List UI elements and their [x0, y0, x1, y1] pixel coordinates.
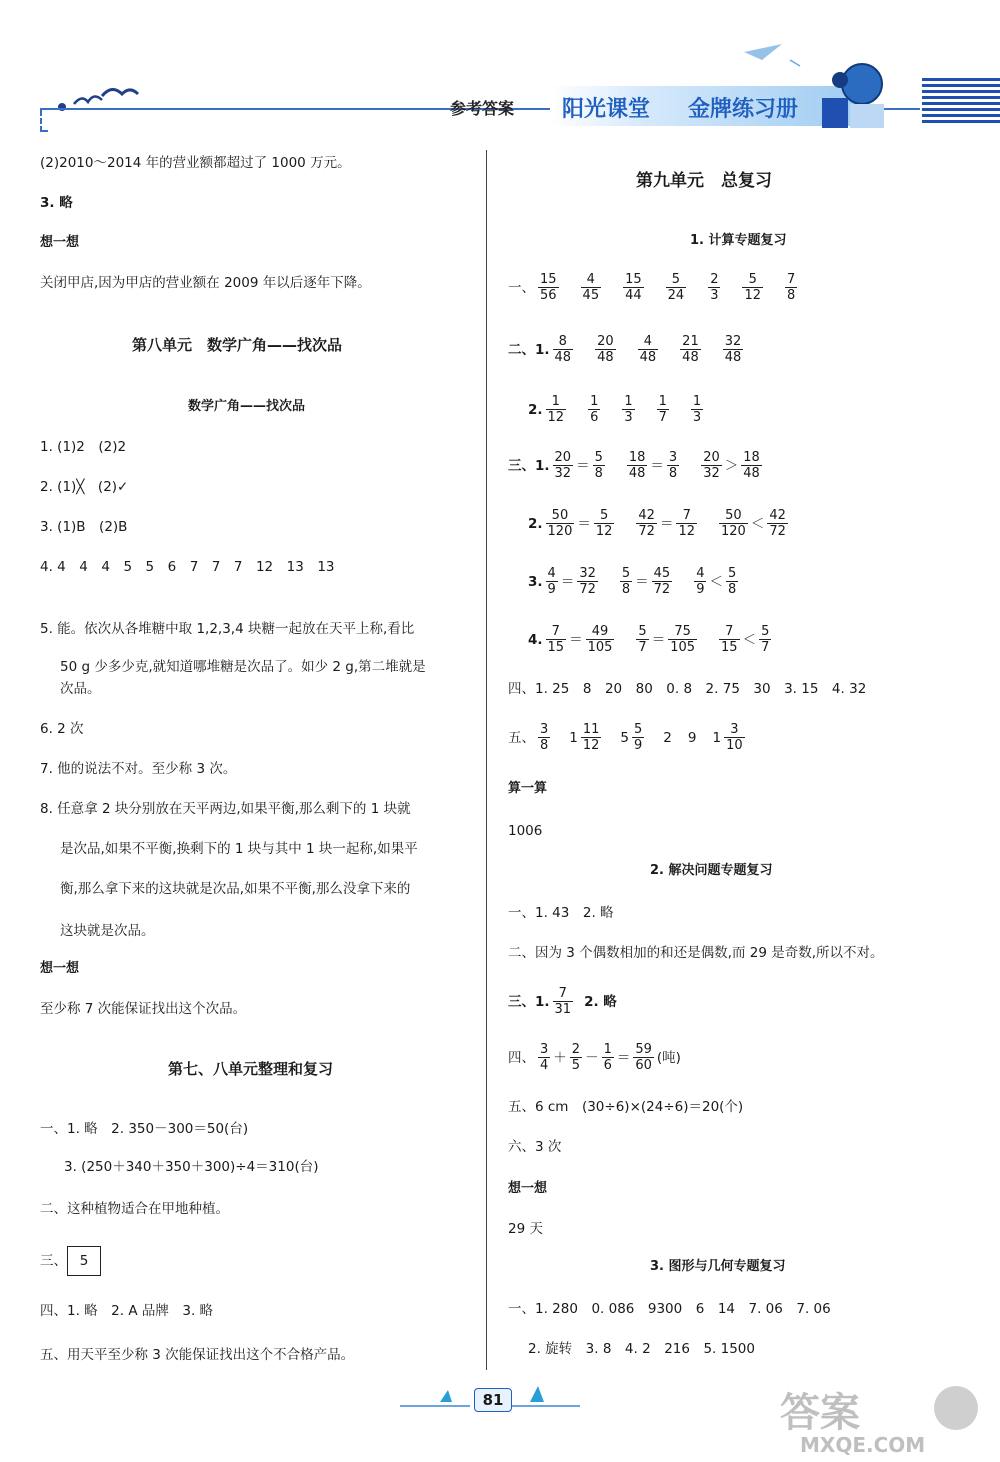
answer-line: 五、6 cm (30÷6)×(24÷6)＝20(个) [508, 1099, 744, 1115]
denominator: 10 [726, 738, 743, 753]
fraction [546, 508, 575, 539]
denominator: 45 [582, 288, 600, 303]
numerator: 3 [540, 1042, 549, 1057]
denominator: 15 [547, 640, 565, 655]
answer-line: 二、因为 3 个偶数相加的和还是偶数,而 29 是奇数,所以不对。 [508, 945, 884, 961]
unit-label: (吨) [656, 1049, 681, 1066]
answer-line: 次品。 [60, 681, 101, 697]
numerator: 1 [590, 394, 599, 409]
numerator: 50 [719, 508, 748, 524]
answer-line: 至少称 7 次能保证找出这个次品。 [40, 1001, 247, 1017]
denominator: 8 [594, 466, 603, 481]
svg-text:MXQE.COM: MXQE.COM [800, 1433, 926, 1457]
numerator: 20 [554, 450, 572, 465]
denominator: 8 [540, 738, 549, 753]
math-symbol: ＜ [750, 515, 765, 532]
numerator: 5 [761, 624, 770, 639]
whole-number: 9 [687, 729, 697, 746]
section-title: 2. 解决问题专题复习 [650, 863, 773, 878]
denominator: 12 [744, 288, 762, 303]
fraction [652, 566, 673, 597]
numerator: 4 [696, 566, 705, 581]
denominator: 105 [670, 640, 696, 655]
fraction [586, 624, 615, 655]
fraction-row-er1 [508, 334, 746, 365]
fraction [538, 272, 559, 303]
denominator: 8 [621, 582, 631, 597]
numerator: 7 [787, 272, 796, 287]
numerator: 50 [546, 508, 575, 524]
numerator: 32 [724, 334, 742, 349]
denominator: 48 [597, 350, 614, 365]
math-symbol: ＝ [635, 573, 649, 590]
numerator: 18 [628, 450, 646, 465]
answer-line: 关闭甲店,因为甲店的营业额在 2009 年以后逐年下降。 [40, 275, 371, 291]
denominator: 3 [624, 410, 633, 425]
fraction [602, 1042, 614, 1073]
denominator: 3 [692, 410, 702, 425]
denominator: 12 [595, 524, 613, 539]
denominator: 48 [639, 350, 657, 365]
numerator: 7 [553, 986, 574, 1002]
fraction [577, 566, 598, 597]
fraction [593, 450, 605, 481]
denominator: 48 [743, 466, 760, 481]
answer-prefix: 五、 [508, 729, 535, 746]
numerator: 5 [621, 566, 631, 581]
denominator: 48 [682, 350, 699, 365]
denominator: 120 [721, 524, 746, 539]
numerator: 11 [582, 722, 600, 737]
denominator: 6 [590, 410, 599, 425]
denominator: 8 [668, 466, 678, 481]
answer-line [40, 1246, 101, 1276]
numerator: 4 [547, 566, 556, 581]
fraction [546, 566, 558, 597]
math-symbol: ＝ [651, 631, 666, 648]
answer-line: 一、1. 280 0. 086 9300 6 14 7. 06 7. 06 [508, 1301, 831, 1317]
answer-line: 8. 任意拿 2 块分别放在天平两边,如果平衡,那么剩下的 1 块就 [40, 801, 411, 817]
fraction-row-s2-3 [508, 986, 617, 1017]
denominator: 56 [540, 288, 557, 303]
answer-line: 二、这种植物适合在甲地种植。 [40, 1201, 229, 1217]
math-symbol: ＞ [724, 457, 739, 474]
suan-heading: 算一算 [508, 781, 548, 796]
answer-prefix: 三、 [40, 1253, 67, 1269]
denominator: 24 [667, 288, 685, 303]
numerator: 2 [710, 272, 719, 287]
denominator: 12 [582, 738, 600, 753]
numerator: 1 [658, 394, 667, 409]
numerator: 42 [638, 508, 655, 523]
fraction [632, 722, 644, 753]
think-heading: 想一想 [508, 1181, 548, 1196]
math-symbol: ＜ [709, 573, 723, 590]
section-title: 3. 图形与几何专题复习 [650, 1259, 786, 1274]
answer-line: 2. 旋转 3. 8 4. 2 216 5. 1500 [528, 1341, 755, 1357]
page-header [0, 0, 1000, 140]
numerator: 32 [579, 566, 596, 581]
numerator: 5 [742, 272, 763, 288]
denominator: 8 [787, 288, 796, 303]
answer-line: 四、1. 25 8 20 80 0. 8 2. 75 30 3. 15 4. 32 [508, 681, 867, 697]
answer-suffix: 2. 略 [584, 993, 617, 1010]
fraction [581, 272, 602, 303]
fraction [691, 394, 703, 425]
answer-line: 是次品,如果不平衡,换剩下的 1 块与其中 1 块一起称,如果平 [60, 841, 418, 857]
denominator: 72 [653, 582, 671, 597]
denominator: 8 [727, 582, 737, 597]
fraction-row-wu [508, 722, 748, 753]
fraction [741, 450, 762, 481]
denominator: 120 [547, 524, 573, 539]
numerator: 5 [638, 624, 647, 639]
numerator: 15 [625, 272, 642, 287]
fraction [701, 450, 722, 481]
fraction-row-san2 [528, 508, 791, 539]
fraction [694, 566, 706, 597]
numerator: 5 [634, 722, 643, 737]
brand-title-part2: 金牌练习册 [688, 96, 799, 122]
fraction [553, 334, 574, 365]
numerator: 59 [635, 1042, 652, 1057]
denominator: 12 [678, 524, 695, 539]
answer-prefix: 4. [528, 631, 543, 648]
fraction [668, 624, 697, 655]
section-title: 1. 计算专题复习 [690, 233, 787, 248]
fraction [633, 1042, 654, 1073]
fraction [742, 272, 763, 303]
numerator: 5 [666, 272, 687, 288]
math-symbol: ＝ [577, 515, 591, 532]
fraction [723, 334, 744, 365]
numerator: 7 [546, 624, 567, 640]
answer-prefix: 二、1. [508, 341, 550, 358]
numerator: 45 [653, 566, 671, 581]
math-symbol: ＝ [659, 515, 674, 532]
numerator: 49 [586, 624, 615, 640]
fraction [667, 450, 679, 481]
fraction [553, 986, 574, 1017]
numerator: 7 [719, 624, 740, 640]
fraction [588, 394, 600, 425]
answer-line: 29 天 [508, 1221, 543, 1237]
fraction [759, 624, 771, 655]
answer-prefix: 一、 [508, 279, 535, 296]
fraction-row-san1 [508, 450, 765, 481]
answer-line: 1. (1)2 (2)2 [40, 439, 127, 455]
denominator: 32 [703, 466, 720, 481]
fraction [636, 508, 657, 539]
answer-box: 5 [67, 1246, 101, 1276]
numerator: 4 [581, 272, 602, 288]
numerator: 20 [703, 450, 720, 465]
numerator: 5 [594, 450, 603, 465]
fraction [581, 722, 602, 753]
denominator: 3 [710, 288, 719, 303]
fraction [570, 1042, 582, 1073]
think-heading: 想一想 [40, 235, 80, 250]
answer-line: 3. (1)B (2)B [40, 519, 128, 535]
answer-line: 六、3 次 [508, 1139, 562, 1155]
numerator: 20 [597, 334, 614, 349]
denominator: 7 [638, 640, 647, 655]
answer-line: 衡,那么拿下来的这块就是次品,如果不平衡,那么没拿下来的 [60, 881, 411, 897]
page-number: 81 [474, 1388, 512, 1412]
whole-number: 5 [620, 729, 630, 746]
fraction [623, 272, 644, 303]
fraction [538, 722, 550, 753]
math-symbol: ＝ [560, 573, 575, 590]
numerator: 3 [540, 722, 549, 737]
fraction-row-san3 [528, 566, 741, 597]
numerator: 5 [594, 508, 615, 524]
answer-line: 3. 略 [40, 195, 73, 211]
fraction [708, 272, 720, 303]
whole-number: 2 [663, 729, 672, 746]
fraction [785, 272, 797, 303]
numerator: 1 [603, 1042, 612, 1057]
watermark-logo-icon [770, 1382, 990, 1458]
numerator: 42 [769, 508, 786, 523]
numerator: 8 [553, 334, 574, 350]
fraction [676, 508, 697, 539]
review-title: 第七、八单元整理和复习 [168, 1060, 334, 1078]
denominator: 48 [554, 350, 572, 365]
paper-plane-icon [742, 40, 802, 70]
numerator: 1 [624, 394, 633, 409]
answer-line: (2)2010～2014 年的营业额都超过了 1000 万元。 [40, 155, 351, 171]
fraction [719, 624, 740, 655]
answer-line: 6. 2 次 [40, 721, 84, 737]
answer-line: 4. 4 4 4 5 5 6 7 7 7 12 13 13 [40, 559, 335, 575]
denominator: 15 [721, 640, 738, 655]
column-divider [486, 150, 487, 1370]
answer-prefix: 2. [528, 401, 543, 418]
numerator: 18 [743, 450, 760, 465]
math-symbol: ＝ [576, 457, 590, 474]
fraction [666, 272, 687, 303]
unit8-subtitle: 数学广角——找次品 [188, 399, 306, 414]
denominator: 31 [554, 1002, 572, 1017]
fraction [680, 334, 701, 365]
think-heading: 想一想 [40, 961, 80, 976]
fraction [538, 1042, 550, 1073]
whole-number: 1 [712, 729, 722, 746]
fraction [638, 334, 659, 365]
svg-text:答案: 答案 [780, 1390, 860, 1436]
answer-line: 1006 [508, 823, 543, 839]
denominator: 72 [638, 524, 655, 539]
answer-prefix: 三、1. [508, 457, 550, 474]
globe-graphic-icon [818, 56, 892, 130]
denominator: 48 [628, 466, 646, 481]
header-bracket [40, 110, 48, 132]
denominator: 5 [571, 1058, 581, 1073]
answer-line: 这块就是次品。 [60, 923, 155, 939]
denominator: 6 [603, 1058, 612, 1073]
numerator: 4 [638, 334, 659, 350]
numerator: 1 [692, 394, 702, 409]
denominator: 72 [579, 582, 596, 597]
numerator: 5 [727, 566, 737, 581]
answer-prefix: 三、1. [508, 993, 550, 1010]
denominator: 9 [547, 582, 556, 597]
answer-prefix: 3. [528, 573, 543, 590]
fraction [724, 722, 745, 753]
numerator: 15 [540, 272, 557, 287]
fraction [622, 394, 634, 425]
denominator: 72 [769, 524, 786, 539]
fraction-row-er2 [528, 394, 706, 425]
unit8-title: 第八单元 数学广角——找次品 [132, 336, 343, 354]
fraction [657, 394, 669, 425]
answer-line: 7. 他的说法不对。至少称 3 次。 [40, 761, 237, 777]
answer-line: 五、用天平至少称 3 次能保证找出这个不合格产品。 [40, 1347, 355, 1363]
header-stripes [922, 78, 1000, 130]
numerator: 2 [571, 1042, 581, 1057]
numerator: 1 [546, 394, 567, 410]
fraction-row-yi [508, 272, 800, 303]
math-symbol: ＝ [616, 1049, 631, 1066]
denominator: 48 [724, 350, 742, 365]
fraction [594, 508, 615, 539]
denominator: 44 [625, 288, 642, 303]
answer-line: 四、1. 略 2. A 品牌 3. 略 [40, 1303, 214, 1319]
fraction [553, 450, 574, 481]
answer-line: 5. 能。依次从各堆糖中取 1,2,3,4 块糖一起放在天平上称,看比 [40, 621, 415, 637]
answer-line: 3. (250＋340＋350＋300)÷4＝310(台) [64, 1159, 319, 1175]
numerator: 7 [676, 508, 697, 524]
math-symbol: ＝ [569, 631, 583, 648]
answer-line: 50 g 少多少克,就知道哪堆糖是次品了。如少 2 g,第二堆就是 [60, 659, 426, 675]
math-symbol: ＋ [553, 1049, 567, 1066]
numerator: 3 [668, 450, 678, 465]
fraction-row-san4 [528, 624, 774, 655]
numerator: 3 [724, 722, 745, 738]
denominator: 7 [658, 410, 667, 425]
answer-line: 一、1. 略 2. 350－300＝50(台) [40, 1121, 249, 1137]
denominator: 7 [761, 640, 770, 655]
whole-number: 1 [569, 729, 578, 746]
fraction [719, 508, 748, 539]
fraction [546, 624, 567, 655]
answer-prefix: 2. [528, 515, 543, 532]
denominator: 9 [696, 582, 705, 597]
header-reference-label: 参考答案 [450, 99, 515, 118]
fraction-row-s2-4 [508, 1042, 681, 1073]
denominator: 105 [587, 640, 613, 655]
fraction [627, 450, 648, 481]
answer-line: 2. (1)╳ (2)✓ [40, 479, 129, 495]
numerator: 75 [668, 624, 697, 640]
fraction [546, 394, 567, 425]
brand-title-part1: 阳光课堂 [562, 96, 651, 122]
answer-line: 一、1. 43 2. 略 [508, 905, 614, 921]
fraction [767, 508, 788, 539]
fraction [595, 334, 616, 365]
denominator: 32 [554, 466, 572, 481]
fraction [620, 566, 632, 597]
numerator: 21 [682, 334, 699, 349]
math-symbol: － [585, 1049, 599, 1066]
denominator: 60 [635, 1058, 652, 1073]
fraction [726, 566, 738, 597]
denominator: 12 [547, 410, 565, 425]
math-symbol: ＝ [650, 457, 664, 474]
denominator: 4 [540, 1058, 549, 1073]
denominator: 9 [634, 738, 643, 753]
answer-prefix: 四、 [508, 1049, 535, 1066]
unit9-title: 第九单元 总复习 [636, 171, 772, 191]
math-symbol: ＜ [742, 631, 757, 648]
fraction [636, 624, 648, 655]
